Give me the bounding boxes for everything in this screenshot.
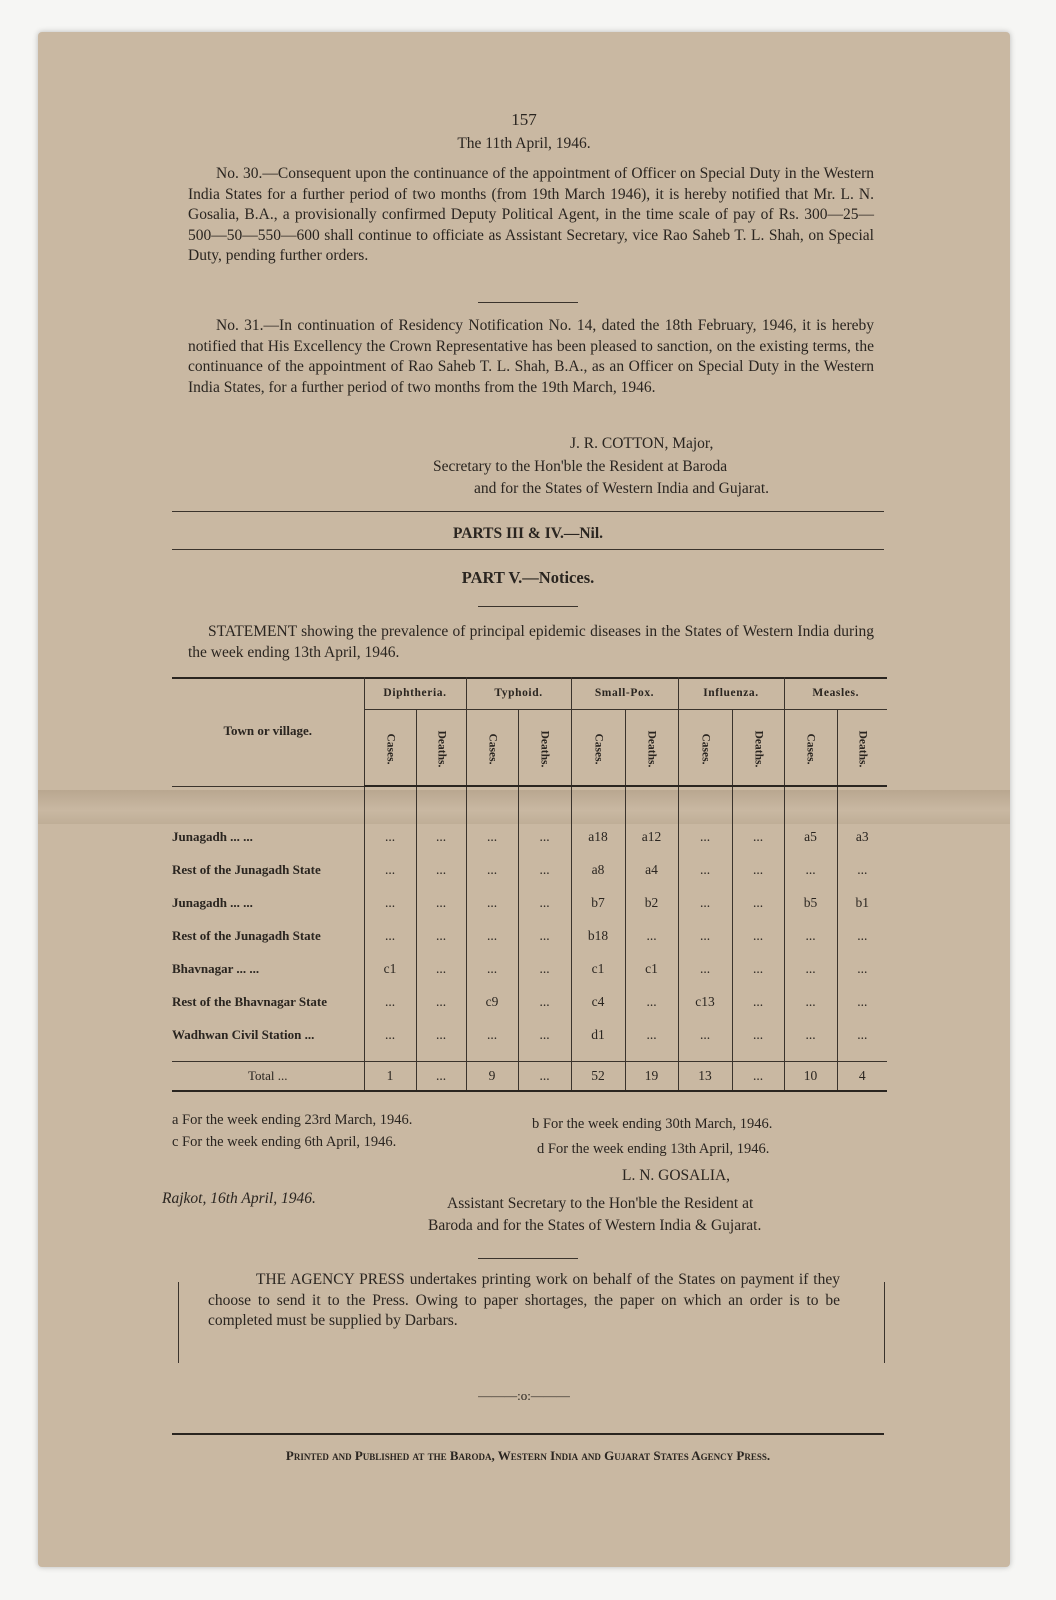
value-cell: c9 (466, 985, 518, 1018)
deaths-header: Deaths. (518, 710, 571, 787)
value-cell: ... (466, 952, 518, 985)
table-row (172, 820, 887, 853)
table-row (172, 1018, 887, 1051)
place-date: Rajkot, 16th April, 1946. (162, 1190, 316, 1207)
value-cell: ... (678, 952, 732, 985)
value-cell: ... (784, 853, 837, 886)
cases-header: Cases. (364, 710, 416, 787)
value-cell: ... (837, 1018, 887, 1051)
separator-rule (478, 1258, 578, 1259)
value-cell: ... (784, 985, 837, 1018)
value-cell: ... (625, 985, 678, 1018)
total-cell: 9 (466, 1062, 518, 1092)
total-cell: 4 (837, 1062, 887, 1092)
disease-header-diphtheria: Diphtheria. (364, 677, 466, 710)
footnote-b: b For the week ending 30th March, 1946. (532, 1116, 773, 1132)
deaths-header: Deaths. (625, 710, 678, 787)
table-row (172, 952, 887, 985)
section-rule (172, 511, 884, 512)
value-cell: ... (678, 820, 732, 853)
value-cell: ... (784, 1018, 837, 1051)
value-cell: ... (518, 952, 571, 985)
town-column-header: Town or village. (172, 677, 364, 786)
notice-30: No. 30.—Consequent upon the continuance of the appointment of Officer on Special Duty in the Western India States for a further period of two months (from 19th March 1946), it is hereby notified that Mr. L. N. Gosalia, B.A., a provisionally confirmed Deputy Political Agent, in the time scale of pay of Rs. 300—25—500—50—550—600 shall continue to officiate as Assistant Secretary, vice Rao Saheb T. L. Shah, on Special Duty, pending further orders. (188, 165, 874, 264)
total-cell: ... (732, 1062, 784, 1092)
town-cell: Rest of the Junagadh State (172, 927, 321, 943)
value-cell: b1 (837, 886, 887, 919)
value-cell: ... (837, 952, 887, 985)
value-cell: c1 (364, 952, 416, 985)
value-cell: a18 (571, 820, 625, 853)
value-cell: ... (364, 985, 416, 1018)
footnote-c: c For the week ending 6th April, 1946. (172, 1134, 397, 1150)
date-line: The 11th April, 1946. (457, 135, 591, 152)
value-cell: ... (416, 919, 466, 952)
value-cell: ... (416, 1018, 466, 1051)
value-cell: c13 (678, 985, 732, 1018)
value-cell: b7 (571, 886, 625, 919)
total-label: Total ... (172, 1062, 364, 1092)
total-cell: ... (518, 1062, 571, 1092)
value-cell: d1 (571, 1018, 625, 1051)
value-cell: ... (837, 985, 887, 1018)
table-row (172, 985, 887, 1018)
value-cell: ... (416, 886, 466, 919)
signatory-name: L. N. GOSALIA, (622, 1167, 731, 1184)
value-cell: ... (466, 1018, 518, 1051)
table-row (172, 886, 887, 919)
spacer-row (172, 1051, 887, 1062)
table-row (172, 853, 887, 886)
table-row (172, 919, 887, 952)
value-cell: c1 (571, 952, 625, 985)
value-cell: ... (416, 853, 466, 886)
value-cell: ... (364, 1018, 416, 1051)
value-cell: ... (518, 1018, 571, 1051)
value-cell: ... (518, 985, 571, 1018)
deaths-header: Deaths. (837, 710, 887, 787)
notice-31: No. 31.—In continuation of Residency Notification No. 14, dated the 18th February, 1946, it is hereby notified that His Excellency the Crown Representative has been pleased to sanction, on the existing terms, the continuance of the appointment of Rao Saheb T. L. Shah, B.A., as an Officer on Special Duty in the Western India States, for a further period of two months from the 19th March, 1946. (188, 317, 874, 396)
value-cell: c4 (571, 985, 625, 1018)
separator-ornament: ———:o:——— (478, 1388, 570, 1403)
value-cell: ... (678, 919, 732, 952)
imprint: Printed and Published at the Baroda, Western India and Gujarat States Agency Press. (285, 1448, 771, 1463)
epidemic-table (172, 677, 887, 1092)
value-cell: a4 (625, 853, 678, 886)
total-cell: 52 (571, 1062, 625, 1092)
footnote-a: a For the week ending 23rd March, 1946. (172, 1112, 413, 1128)
town-cell: Rest of the Junagadh State (172, 861, 321, 877)
value-cell: ... (364, 853, 416, 886)
cases-header: Cases. (466, 710, 518, 787)
value-cell: c1 (625, 952, 678, 985)
separator-rule (478, 302, 578, 303)
statement-text: STATEMENT showing the prevalence of principal epidemic diseases in the States of Western India during the week ending 13th April, 1946. (188, 623, 874, 661)
value-cell: ... (678, 886, 732, 919)
value-cell: ... (466, 853, 518, 886)
footnote-d: d For the week ending 13th April, 1946. (537, 1141, 770, 1157)
deaths-header: Deaths. (732, 710, 784, 787)
town-cell: Rest of the Bhavnagar State (172, 993, 328, 1009)
signatory-name: J. R. COTTON, Major, (570, 435, 714, 452)
disease-header-measles: Measles. (784, 677, 887, 710)
section-rule (172, 549, 884, 550)
total-cell: 13 (678, 1062, 732, 1092)
value-cell: ... (784, 919, 837, 952)
disease-header-small-pox: Small-Pox. (571, 677, 678, 710)
value-cell: ... (732, 853, 784, 886)
value-cell: ... (678, 853, 732, 886)
total-cell: 1 (364, 1062, 416, 1092)
value-cell: ... (625, 1018, 678, 1051)
signatory-title-line2: and for the States of Western India and Gujarat. (474, 480, 770, 497)
value-cell: ... (364, 919, 416, 952)
value-cell: ... (784, 952, 837, 985)
value-cell: ... (837, 853, 887, 886)
value-cell: ... (466, 886, 518, 919)
value-cell: ... (466, 820, 518, 853)
value-cell: ... (416, 820, 466, 853)
signatory-title-line1: Assistant Secretary to the Hon'ble the Resident at (447, 1195, 754, 1212)
value-cell: ... (466, 919, 518, 952)
value-cell: ... (732, 1018, 784, 1051)
cases-header: Cases. (571, 710, 625, 787)
value-cell: ... (364, 886, 416, 919)
disease-header-influenza: Influenza. (678, 677, 784, 710)
total-cell: 19 (625, 1062, 678, 1092)
deaths-header: Deaths. (416, 710, 466, 787)
cases-header: Cases. (678, 710, 732, 787)
signatory-title-line1: Secretary to the Hon'ble the Resident at Baroda (433, 458, 728, 475)
value-cell: b18 (571, 919, 625, 952)
value-cell: ... (732, 886, 784, 919)
value-cell: ... (518, 886, 571, 919)
value-cell: b2 (625, 886, 678, 919)
part-v-heading: PART V.—Notices. (461, 568, 595, 587)
cases-header: Cases. (784, 710, 837, 787)
value-cell: ... (732, 820, 784, 853)
page-number: 157 (511, 110, 537, 129)
value-cell: ... (732, 952, 784, 985)
value-cell: ... (364, 820, 416, 853)
value-cell: b5 (784, 886, 837, 919)
value-cell: a8 (571, 853, 625, 886)
value-cell: ... (732, 919, 784, 952)
total-cell: 10 (784, 1062, 837, 1092)
parts-heading: PARTS III & IV.—Nil. (452, 525, 604, 542)
value-cell: ... (678, 1018, 732, 1051)
press-notice: THE AGENCY PRESS undertakes printing work on behalf of the States on payment if they choose to send it to the Press. Owing to paper shortages, the paper on which an order is to be completed must be supplied by Darbars. (208, 1271, 840, 1329)
value-cell: a12 (625, 820, 678, 853)
total-row (172, 1062, 887, 1092)
town-cell: Junagadh ... ... (172, 828, 253, 844)
total-cell: ... (416, 1062, 466, 1092)
value-cell: ... (837, 919, 887, 952)
value-cell: ... (518, 820, 571, 853)
disease-header-typhoid: Typhoid. (466, 677, 571, 710)
separator-rule (478, 606, 578, 607)
value-cell: ... (732, 985, 784, 1018)
signatory-title-line2: Baroda and for the States of Western India & Gujarat. (428, 1217, 762, 1234)
town-cell: Bhavnagar ... ... (172, 960, 260, 976)
town-cell: Junagadh ... ... (172, 894, 253, 910)
value-cell: ... (416, 985, 466, 1018)
value-cell: ... (625, 919, 678, 952)
imprint-rule (172, 1433, 884, 1435)
value-cell: a3 (837, 820, 887, 853)
town-cell: Wadhwan Civil Station ... (172, 1026, 315, 1042)
value-cell: ... (518, 919, 571, 952)
value-cell: ... (518, 853, 571, 886)
value-cell: ... (416, 952, 466, 985)
value-cell: a5 (784, 820, 837, 853)
